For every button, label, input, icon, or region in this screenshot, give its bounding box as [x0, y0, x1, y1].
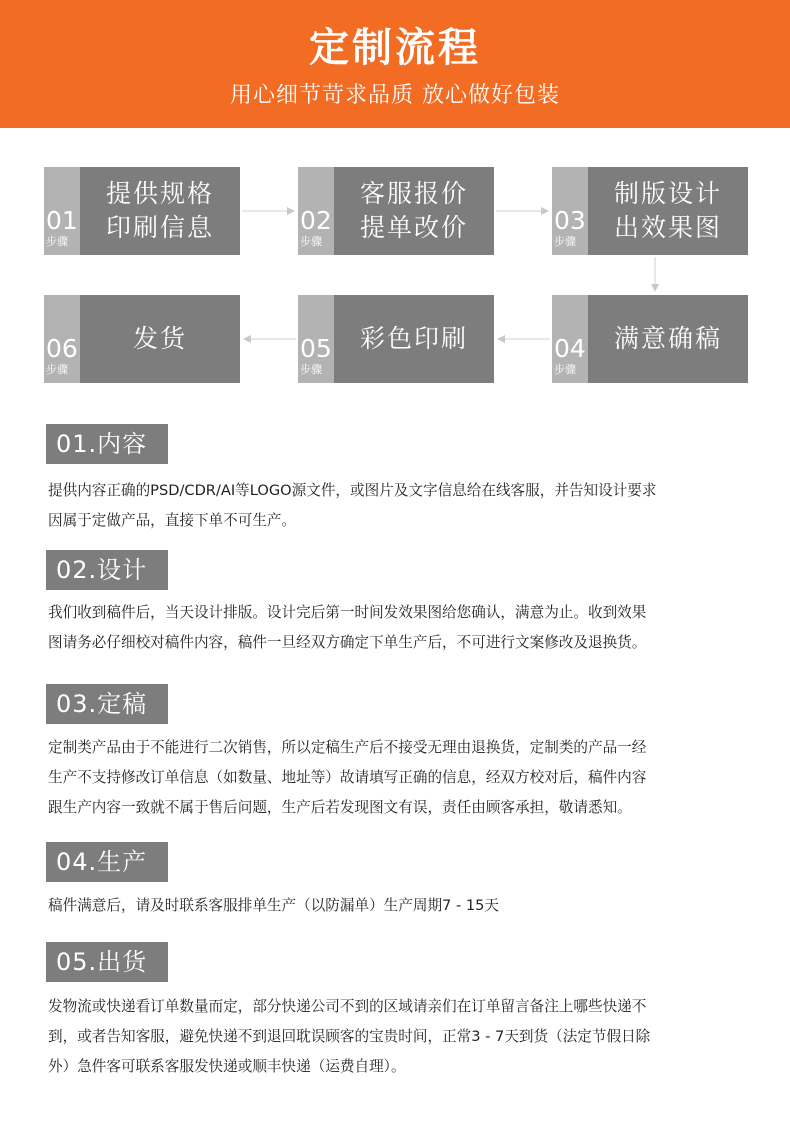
- step-label-line: 彩色印刷: [359, 324, 468, 353]
- section-heading-shipping: 05.出货: [46, 942, 168, 982]
- section-body-shipping: [48, 992, 748, 1082]
- body-line: 因属于定做产品，直接下单不可生产。: [48, 512, 297, 529]
- step-number: 05: [300, 334, 332, 363]
- body-line: 提供内容正确的PSD/CDR/AI等LOGO源文件，或图片及文字信息给在线客服，并告知设计要求: [48, 482, 657, 499]
- step-label-line: 提供规格: [105, 179, 214, 208]
- step-word: 步骤: [300, 235, 322, 248]
- step-label-line: 制版设计: [613, 179, 722, 208]
- step-word: 步骤: [554, 363, 576, 376]
- body-line: 发物流或快递看订单数量而定，部分快递公司不到的区域请亲们在订单留言备注上哪些快递不: [48, 998, 647, 1015]
- section-heading-finalize: 03.定稿: [46, 684, 168, 724]
- body-line: 到，或者告知客服，避免快递不到退回耽误顾客的宝贵时间，正常3 - 7天到货（法定节假日除: [48, 1028, 651, 1045]
- section-body-finalize: [48, 733, 748, 823]
- body-line: 稿件满意后，请及时联系客服排单生产（以防漏单）生产周期7 - 15天: [48, 897, 500, 914]
- section-body-production: [48, 891, 748, 921]
- body-line: 我们收到稿件后，当天设计排版。设计完后第一时间发效果图给您确认，满意为止。收到效果: [48, 604, 647, 621]
- page-subtitle: 用心细节苛求品质 放心做好包装: [230, 83, 560, 108]
- step-label-line: 发货: [132, 324, 187, 353]
- body-line: 生产不支持修改订单信息（如数量、地址等）故请填写正确的信息，经双方校对后，稿件内容: [48, 769, 647, 786]
- step-label-line: 满意确稿: [613, 324, 722, 353]
- step-label-line: 出效果图: [613, 213, 722, 242]
- section-body-content: [48, 476, 748, 536]
- step-label-line: 提单改价: [359, 213, 468, 242]
- step-word: 步骤: [300, 363, 322, 376]
- step-number: 04: [554, 334, 586, 363]
- step-word: 步骤: [554, 235, 576, 248]
- body-line: 跟生产内容一致就不属于售后问题，生产后若发现图文有误，责任由顾客承担，敬请悉知。: [48, 799, 632, 816]
- body-line: 外）急件客可联系客服发快递或顺丰快递（运费自理）。: [48, 1058, 406, 1075]
- body-line: 图请务必仔细校对稿件内容，稿件一旦经双方确定下单生产后，不可进行文案修改及退换货。: [48, 634, 647, 651]
- section-body-design: [48, 598, 748, 658]
- flow-arrows: [0, 0, 790, 400]
- step-word: 步骤: [46, 235, 68, 248]
- step-label-line: 印刷信息: [105, 213, 214, 242]
- section-heading-design: 02.设计: [46, 550, 168, 590]
- step-number: 03: [554, 206, 586, 235]
- step-label-line: 客服报价: [359, 179, 468, 208]
- step-number: 01: [46, 206, 78, 235]
- section-heading-content: 01.内容: [46, 424, 168, 464]
- section-heading-production: 04.生产: [46, 842, 168, 882]
- page-title: 定制流程: [309, 25, 481, 71]
- body-line: 定制类产品由于不能进行二次销售，所以定稿生产后不接受无理由退换货，定制类的产品一经: [48, 739, 647, 756]
- step-number: 02: [300, 206, 332, 235]
- step-word: 步骤: [46, 363, 68, 376]
- step-number: 06: [46, 334, 78, 363]
